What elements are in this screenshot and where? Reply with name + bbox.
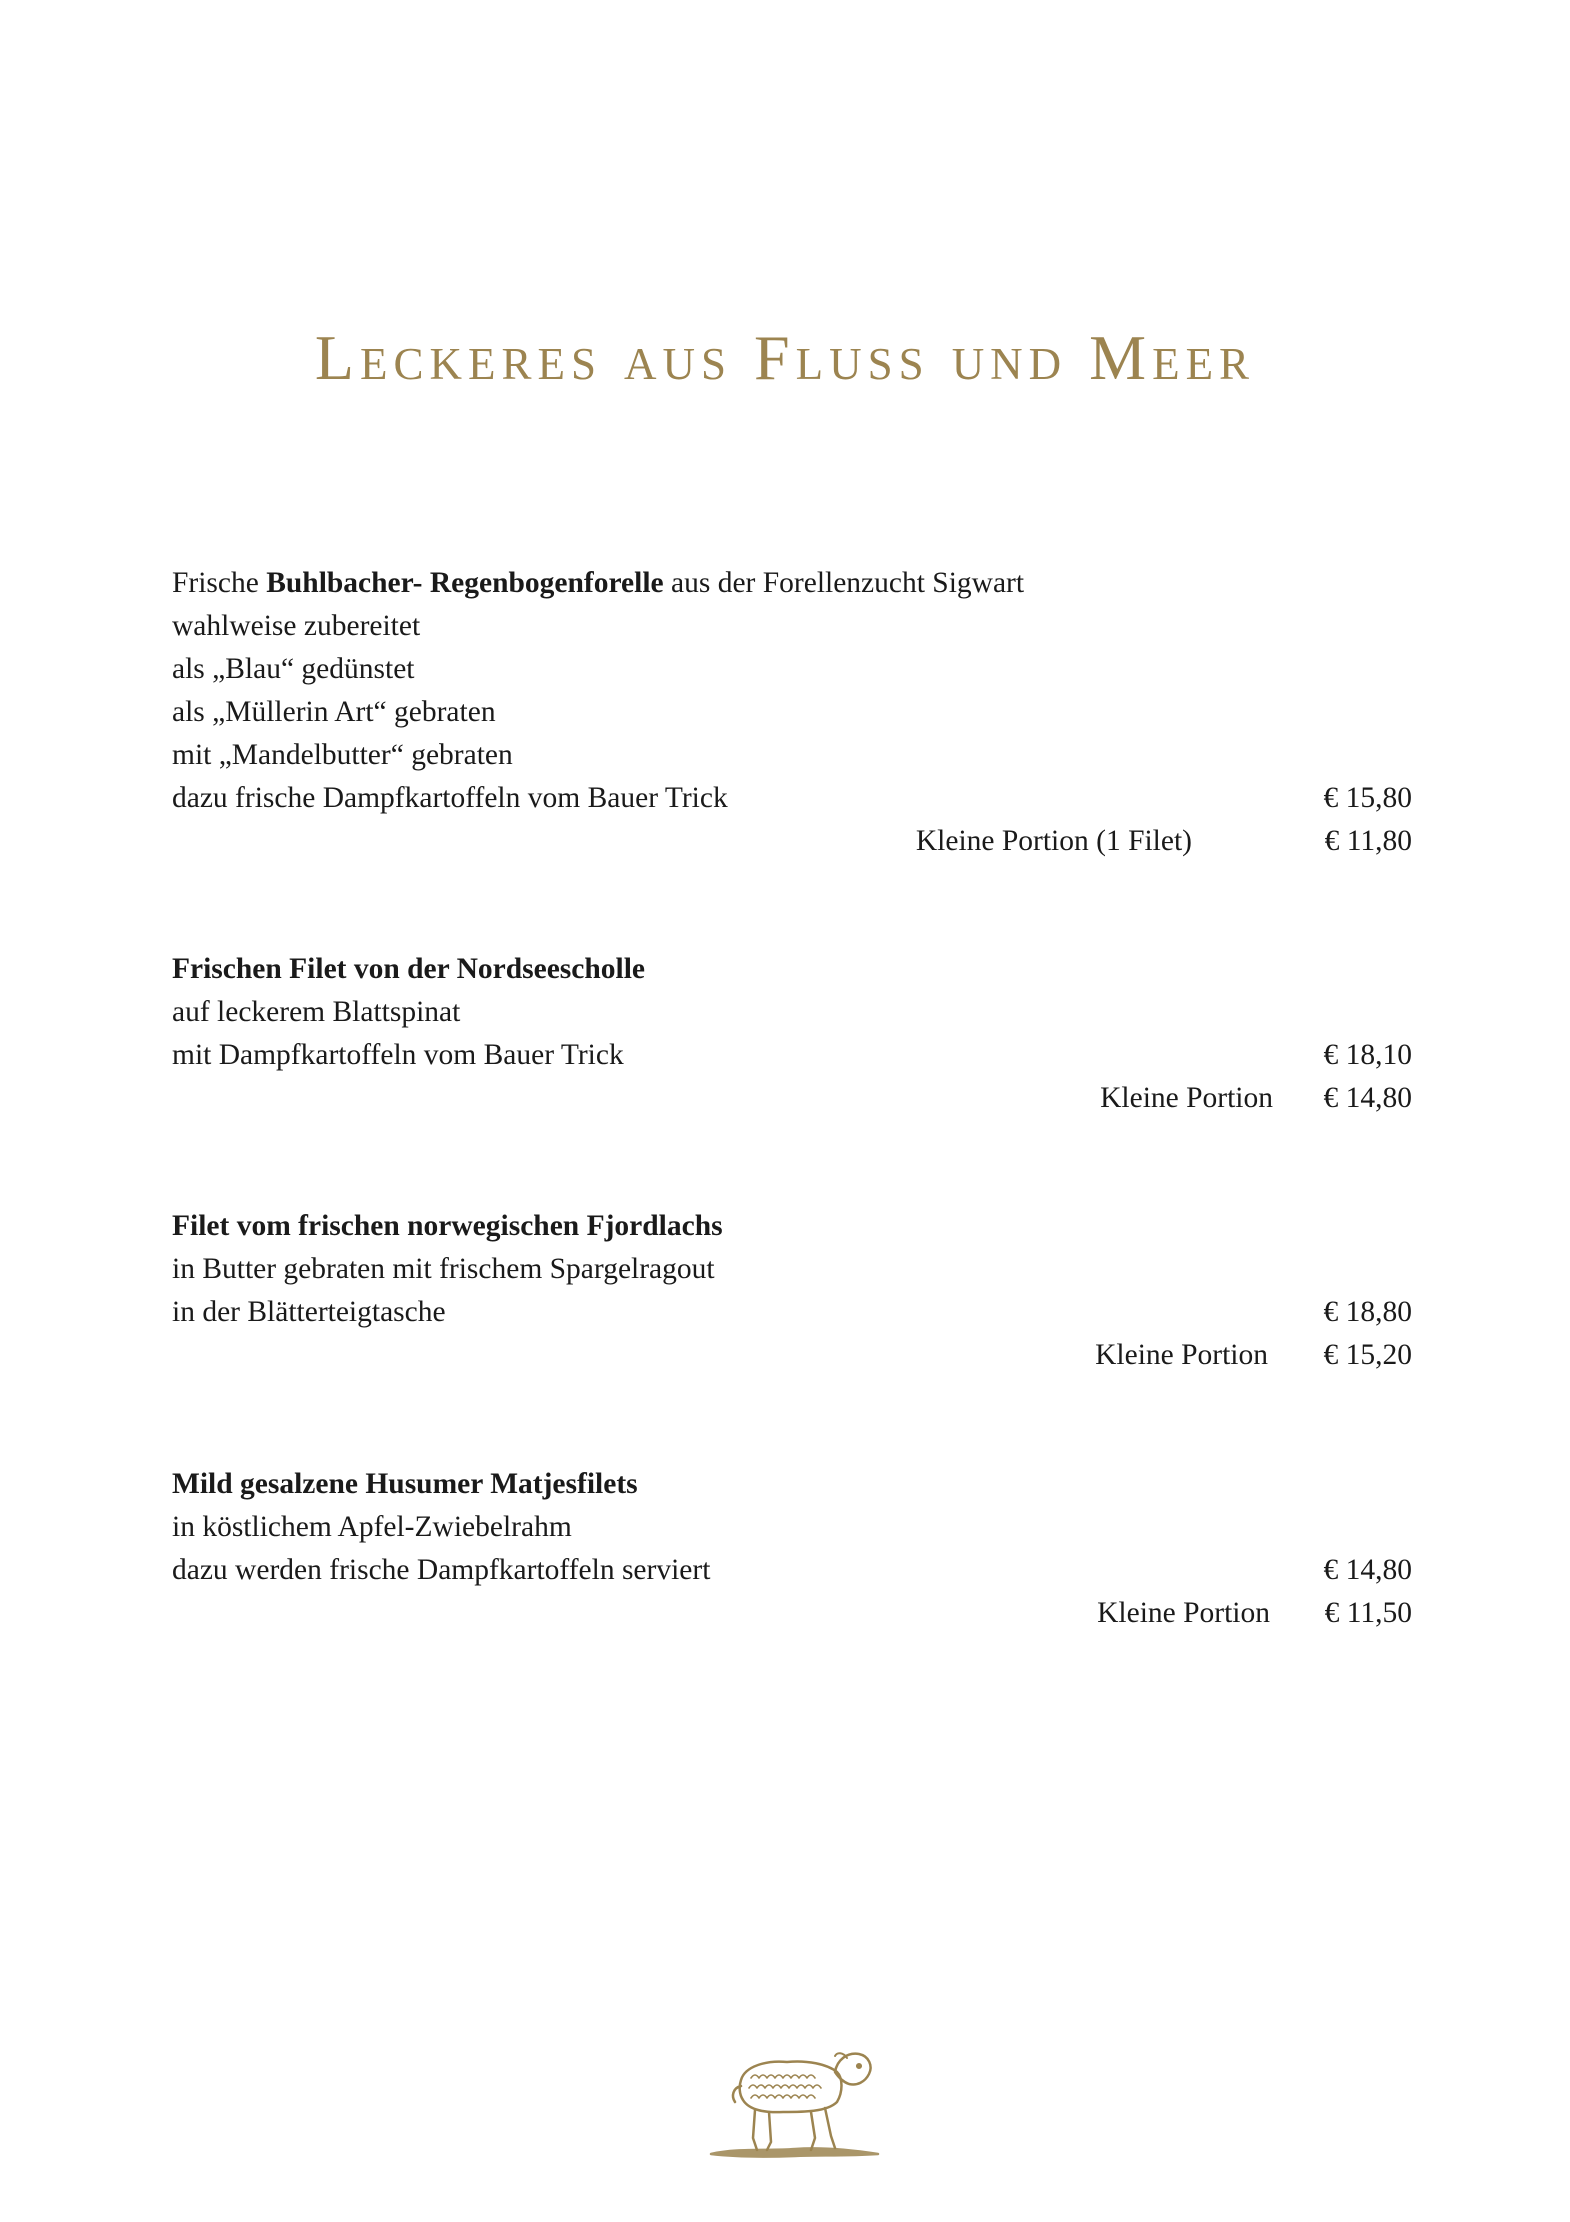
small-portion-price: € 15,20 [1323,1339,1412,1371]
sheep-icon [707,2038,882,2163]
dish-price: € 18,80 [1323,1296,1412,1328]
dish-name: Mild gesalzene Husumer Matjesfilets [172,1468,638,1500]
dish-name: Frischen Filet von der Nordseescholle [172,953,646,985]
small-portion-label: Kleine Portion (1 Filet) [915,825,1192,857]
dish-heading [172,562,1412,605]
dish-description: mit Dampfkartoffeln vom Bauer Trick [172,1039,624,1071]
small-portion-label: Kleine Portion [1097,1597,1270,1629]
menu-item-fjordlachs [172,1205,1412,1377]
dish-price: € 18,10 [1323,1039,1412,1071]
dish-description: wahlweise zubereitet [172,610,421,642]
dish-suffix: aus der Forellenzucht Sigwart [663,567,1025,599]
small-portion-price: € 14,80 [1323,1082,1412,1114]
dish-description: in der Blätterteigtasche [172,1296,446,1328]
dish-description: dazu werden frische Dampfkartoffeln serviert [172,1554,711,1586]
small-portion-price: € 11,80 [1324,825,1412,857]
dish-description: als „Müllerin Art“ gebraten [172,696,496,728]
menu-item-matjesfilets [172,1463,1412,1635]
dish-name: Buhlbacher- Regenbogenforelle [266,567,664,599]
dish-price: € 14,80 [1323,1554,1412,1586]
dish-description: auf leckerem Blattspinat [172,996,461,1028]
dish-name: Filet vom frischen norwegischen Fjordlachs [172,1210,723,1242]
page-title: Leckeres aus Fluss und Meer [314,321,1256,393]
dish-description: mit „Mandelbutter“ gebraten [172,739,513,771]
dish-description: dazu frische Dampfkartoffeln vom Bauer Trick [172,782,728,814]
dish-description: als „Blau“ gedünstet [172,653,415,685]
dish-description: in köstlichem Apfel-Zwiebelrahm [172,1511,572,1543]
dish-price: € 15,80 [1323,782,1412,814]
small-portion-price: € 11,50 [1324,1597,1412,1629]
dish-description: in Butter gebraten mit frischem Spargelragout [172,1253,715,1285]
menu-item-nordseescholle [172,948,1412,1120]
dish-prefix: Frische [172,567,267,599]
small-portion-label: Kleine Portion [1095,1339,1268,1371]
small-portion-label: Kleine Portion [1100,1082,1273,1114]
menu-item-regenbogenforelle [172,562,1412,863]
